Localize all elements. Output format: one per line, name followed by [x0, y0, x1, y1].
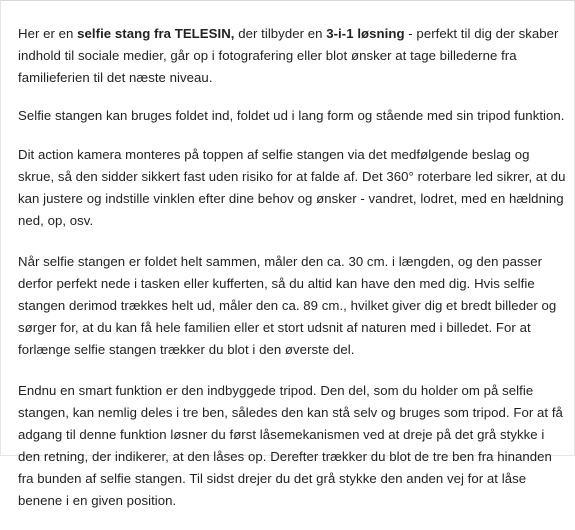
intro-text-1: Her er en [18, 26, 78, 41]
intro-paragraph [18, 23, 566, 89]
intro-bold-product: selfie stang fra TELESIN, [77, 26, 235, 41]
length-paragraph: Når selfie stangen er foldet helt sammen, måler den ca. 30 cm. i længden, og den passer derfor perfekt nede i tasken eller kufferten, så du altid kan have den med dig. Hvis selfie stangen derimod trækkes helt ud, måler den ca. 89 cm., hvilket giver dig et bredt billeder og sørger for, at du kan få hele familien eller et stort udsnit af naturen med i billedet. For at forlænge selfie stangen trækker du blot i den øverste del. [18, 254, 557, 357]
product-description [18, 23, 566, 530]
modes-paragraph: Selfie stangen kan bruges foldet ind, foldet ud i lang form og stående med sin tripod funktion. [18, 108, 565, 123]
tripod-paragraph: Endnu en smart funktion er den indbyggede tripod. Den del, som du holder om på selfie stangen, kan nemlig deles i tre ben, således den kan stå selv og bruges som tripod. For at få adgang til denne funktion løsner du først låsemekanismen ved at dreje på det grå stykke i den retning, der indikerer, at den låses op. Derefter trækker du blot de tre ben fra hinanden fra bunden af selfie stangen. Til sidst drejer du det grå stykke den anden vej for at låse benene i en given position. [18, 383, 563, 508]
intro-bold-solution: 3-i-1 løsning [326, 26, 405, 41]
intro-text-3: - perfekt til dig der skaber indhold til sociale medier, går op i fotografering eller blot ønsker at tage billederne fra familieferien til det næste niveau. [18, 26, 559, 85]
intro-text-2: der tilbyder en [234, 26, 327, 41]
mount-paragraph: Dit action kamera monteres på toppen af selfie stangen via det medfølgende beslag og skrue, så den sidder sikkert fast uden risiko for at falde af. Det 360° roterbare led sikrer, at du kan justere og indstille vinklen efter dine behov og ønsker - vandret, lodret, med en hældning ned, op, osv. [18, 147, 566, 228]
